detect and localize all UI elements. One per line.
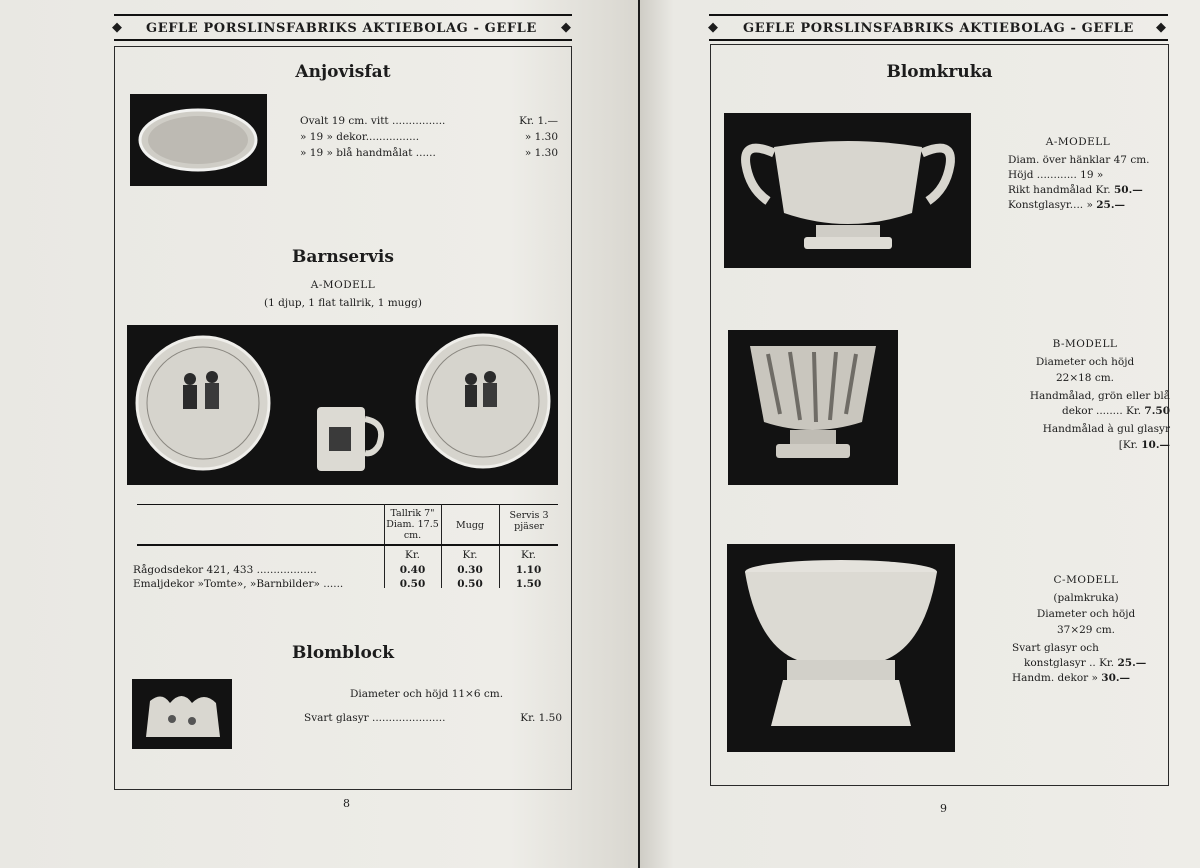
blomblock-dimensions: Diameter och höjd 11×6 cm. — [350, 688, 504, 700]
table-cell: 0.30 — [457, 564, 483, 576]
page-number-left: 8 — [343, 797, 350, 810]
c-model-name: C-MODELL — [1053, 574, 1119, 586]
b-model-line: 22×18 cm. — [1055, 372, 1115, 384]
table-cell: 0.50 — [457, 578, 483, 590]
unit-label: Kr. — [462, 549, 478, 561]
c-model-line: 37×29 cm. — [1056, 624, 1116, 636]
header-ornament-left: ◆ — [112, 20, 122, 35]
a-model-name: A-MODELL — [1045, 136, 1111, 148]
b-model-line: Handmålad à gul glasyr — [1042, 423, 1170, 435]
header-ornament-left: ◆ — [708, 20, 718, 35]
childrens-set-image — [127, 325, 558, 485]
price-line: Ovalt 19 cm. vitt ................ Kr. 1.— — [300, 115, 558, 127]
c-model-price: Handm. dekor » 30.— — [1012, 672, 1131, 684]
blomkruka-c-photo — [727, 544, 955, 752]
header-rule-top — [114, 14, 572, 16]
b-model-line: Handmålad, grön eller blå — [1029, 390, 1170, 402]
right-page — [640, 0, 1200, 868]
blomkruka-a-photo — [724, 113, 971, 268]
a-model-line: Rikt handmålad Kr. 50.— — [1008, 184, 1143, 196]
blomkruka-title: Blomkruka — [886, 62, 993, 82]
urn-with-handles-image — [724, 113, 971, 268]
decorated-planter-image — [728, 330, 898, 485]
a-model-line: Konstglasyr.... » 25.— — [1008, 199, 1126, 211]
column-header-servis: Servis 3 pjäser — [509, 510, 549, 532]
barnservis-subtitle: (1 djup, 1 flat tallrik, 1 mugg) — [264, 297, 422, 309]
header-title-left: GEFLE PORSLINSFABRIKS AKTIEBOLAG - GEFLE — [146, 21, 537, 36]
header-rule-bottom — [114, 39, 572, 41]
table-cell: 1.10 — [515, 564, 542, 576]
b-model-price: dekor ........ Kr. 7.50 — [1062, 405, 1170, 417]
table-cell: 0.50 — [399, 578, 426, 590]
b-model-line: Diameter och höjd — [1035, 356, 1135, 368]
c-model-line: (palmkruka) — [1053, 592, 1119, 604]
anjovisfat-price-list — [300, 113, 558, 161]
barnservis-title: Barnservis — [292, 247, 394, 267]
oval-dish-image — [130, 94, 267, 186]
b-model-price: [Kr. 10.— — [1118, 439, 1170, 451]
column-header-mugg: Mugg — [455, 520, 484, 531]
b-model-name: B-MODELL — [1052, 338, 1118, 350]
price-line: » 19 » blå handmålat ...... » 1.30 — [300, 147, 558, 159]
c-model-price: konstglasyr .. Kr. 25.— — [1024, 657, 1147, 669]
a-model-line: Höjd ............ 19 » — [1008, 169, 1104, 181]
anjovisfat-title: Anjovisfat — [295, 62, 391, 82]
flower-block-image — [132, 679, 232, 749]
blomblock-title: Blomblock — [292, 643, 394, 663]
header-rule-top — [709, 14, 1168, 16]
header-title-right: GEFLE PORSLINSFABRIKS AKTIEBOLAG - GEFLE — [743, 21, 1134, 36]
table-row-label: Emaljdekor »Tomte», »Barnbilder» ...... — [133, 578, 344, 590]
page-number-right: 9 — [940, 802, 947, 815]
unit-label: Kr. — [520, 549, 537, 561]
blomblock-photo — [132, 679, 232, 749]
header-ornament-right: ◆ — [561, 20, 571, 35]
c-model-line: Diameter och höjd — [1036, 608, 1136, 620]
anjovisfat-photo — [130, 94, 267, 186]
header-ornament-right: ◆ — [1156, 20, 1166, 35]
price-line: » 19 » dekor................ » 1.30 — [300, 131, 558, 143]
unit-label: Kr. — [404, 549, 421, 561]
header-rule-bottom — [709, 39, 1168, 41]
c-model-line: Svart glasyr och — [1012, 642, 1099, 654]
table-cell: 0.40 — [399, 564, 426, 576]
palm-pot-image — [727, 544, 955, 752]
table-cell: 1.50 — [515, 578, 542, 590]
blomkruka-b-photo — [728, 330, 898, 485]
table-row-label: Rågodsdekor 421, 433 .................. — [133, 564, 317, 576]
barnservis-photo — [127, 325, 558, 485]
column-header-tallrik: Tallrik 7" Diam. 17.5 cm. — [386, 508, 439, 541]
a-model-line: Diam. över hänklar 47 cm. — [1008, 154, 1150, 166]
barnservis-model: A-MODELL — [310, 279, 376, 291]
blomblock-price-line: Svart glasyr ...................... Kr. 1.50 — [304, 712, 562, 724]
